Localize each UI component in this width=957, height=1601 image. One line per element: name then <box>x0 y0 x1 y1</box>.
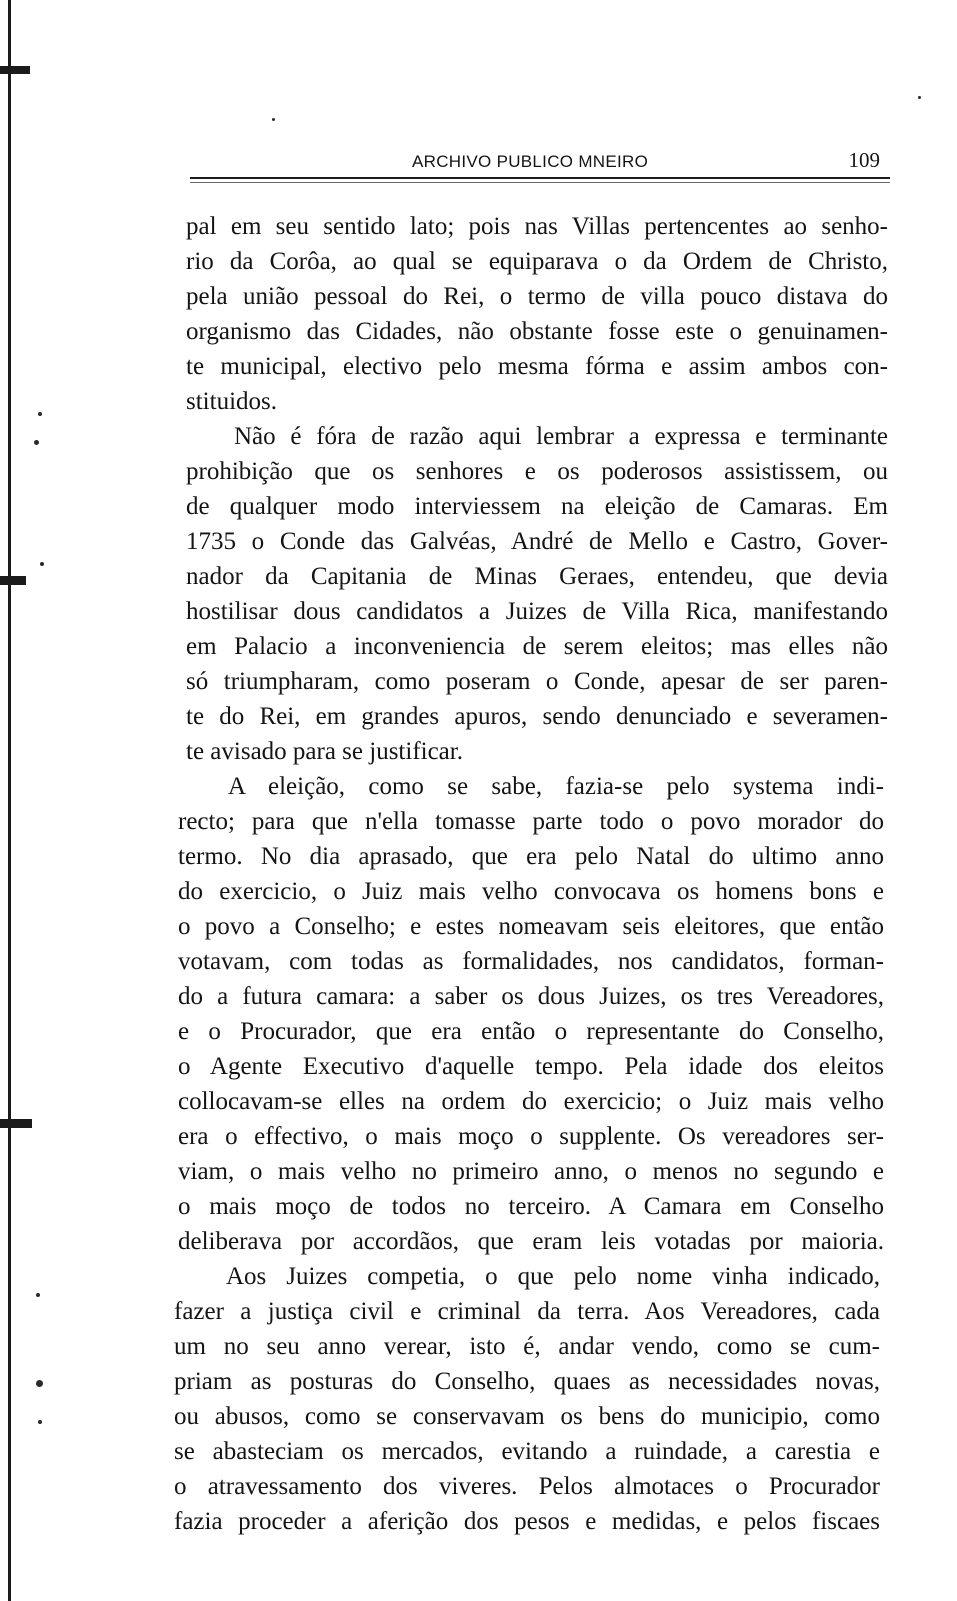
text-line: priam as posturas do Conselho, quaes as necessidades novas, <box>174 1368 880 1395</box>
text-line: um no seu anno verear, isto é, andar vendo, como se cum- <box>174 1333 880 1360</box>
ink-speck <box>36 1293 40 1297</box>
text-line: organismo das Cidades, não obstante fosse este o genuinamen- <box>186 318 888 345</box>
text-line: fazia proceder a aferição dos pesos e medidas, e pelos fiscaes <box>174 1508 880 1535</box>
text-line: 1735 o Conde das Galvéas, André de Mello e Castro, Gover- <box>186 528 888 555</box>
page-header <box>190 146 890 188</box>
ink-speck <box>38 1420 42 1424</box>
text-line: te avisado para se justificar. <box>186 738 463 765</box>
binding-clip-bottom <box>0 1119 32 1128</box>
text-line: fazer a justiça civil e criminal da terra. Aos Vereadores, cada <box>174 1298 880 1325</box>
text-line: do a futura camara: a saber os dous Juizes, os tres Vereadores, <box>178 983 884 1010</box>
text-line: te do Rei, em grandes apuros, sendo denunciado e severamen- <box>186 703 888 730</box>
text-line: A eleição, como se sabe, fazia-se pelo systema indi- <box>228 773 884 800</box>
text-line: o povo a Conselho; e estes nomeavam seis eleitores, que então <box>178 913 884 940</box>
ink-speck <box>38 412 42 416</box>
text-line: nador da Capitania de Minas Geraes, entendeu, que devia <box>186 563 888 590</box>
binding-clip-middle <box>0 576 26 585</box>
text-line: o Agente Executivo d'aquelle tempo. Pela idade dos eleitos <box>178 1053 884 1080</box>
binding-clip-top <box>0 66 30 74</box>
text-line: termo. No dia aprasado, que era pelo Natal do ultimo anno <box>178 843 884 870</box>
text-line: prohibição que os senhores e os poderosos assistissem, ou <box>186 458 888 485</box>
text-line: stituidos. <box>186 388 277 415</box>
text-line: hostilisar dous candidatos a Juizes de Villa Rica, manifestando <box>186 598 888 625</box>
text-line: te municipal, electivo pelo mesma fórma e assim ambos con- <box>186 353 888 380</box>
text-line: e o Procurador, que era então o representante do Conselho, <box>178 1018 884 1045</box>
text-line: votavam, com todas as formalidades, nos candidatos, forman- <box>178 948 884 975</box>
text-line: o mais moço de todos no terceiro. A Camara em Conselho <box>178 1193 884 1220</box>
text-line: o atravessamento dos viveres. Pelos almotaces o Procurador <box>174 1473 880 1500</box>
text-line: se abasteciam os mercados, evitando a ruindade, a carestia e <box>174 1438 880 1465</box>
text-line: em Palacio a inconveniencia de serem eleitos; mas elles não <box>186 633 888 660</box>
text-line: collocavam-se elles na ordem do exercicio; o Juiz mais velho <box>178 1088 884 1115</box>
ink-speck <box>36 1380 43 1387</box>
text-line: Aos Juizes competia, o que pelo nome vinha indicado, <box>226 1263 880 1290</box>
text-line: ou abusos, como se conservavam os bens do municipio, como <box>174 1403 880 1430</box>
text-line: rio da Corôa, ao qual se equiparava o da Ordem de Christo, <box>186 248 888 275</box>
text-line: só triumpharam, como poseram o Conde, apesar de ser paren- <box>186 668 888 695</box>
text-line: pela união pessoal do Rei, o termo de villa pouco distava do <box>186 283 888 310</box>
text-line: do exercicio, o Juiz mais velho convocava os homens bons e <box>178 878 884 905</box>
running-title: ARCHIVO PUBLICO MNEIRO <box>412 152 649 171</box>
text-line: era o effectivo, o mais moço o supplente. Os vereadores ser- <box>178 1123 884 1150</box>
ink-speck <box>272 118 275 121</box>
text-line: viam, o mais velho no primeiro anno, o menos no segundo e <box>178 1158 884 1185</box>
text-line: Não é fóra de razão aqui lembrar a expressa e terminante <box>234 423 888 450</box>
text-line: deliberava por accordãos, que eram leis votadas por maioria. <box>178 1228 884 1255</box>
ink-speck <box>34 440 39 445</box>
page-number: 109 <box>848 148 880 172</box>
text-line: de qualquer modo interviessem na eleição de Camaras. Em <box>186 493 888 520</box>
binding-edge <box>8 0 11 1601</box>
ink-speck <box>918 96 921 99</box>
text-line: pal em seu sentido lato; pois nas Villas pertencentes ao senho- <box>186 213 888 240</box>
text-line: recto; para que n'ella tomasse parte todo o povo morador do <box>178 808 884 835</box>
header-rule <box>190 177 890 183</box>
ink-speck <box>40 562 44 566</box>
